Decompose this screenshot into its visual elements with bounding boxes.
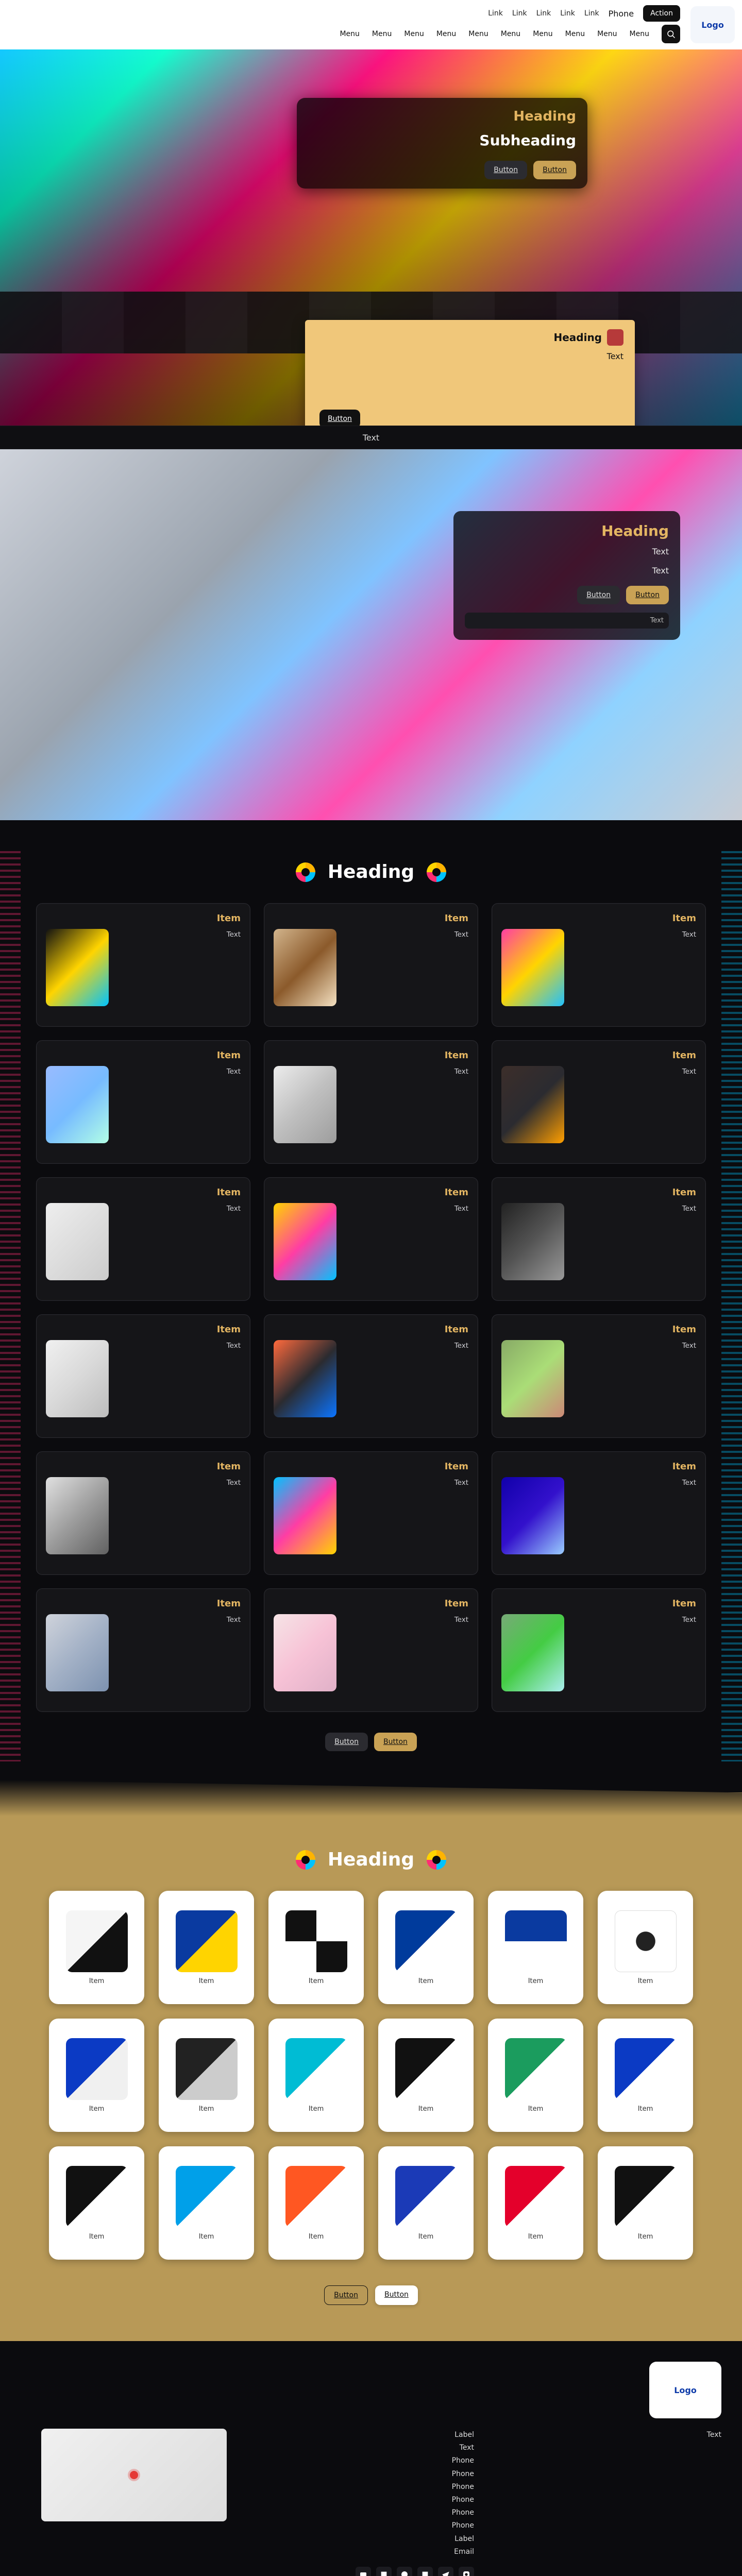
nav-item-5[interactable]: Menu [500,30,521,38]
nav-item-2[interactable]: Menu [597,30,617,38]
hero-title-box [297,98,587,189]
product-title[interactable]: Item [216,1598,241,1609]
client-card[interactable] [159,1891,254,2004]
client-name: Item [418,2105,434,2113]
gift-icon [607,329,623,346]
product-body [274,1340,468,1417]
phone-4[interactable]: Phone [451,2495,474,2504]
email[interactable]: Email [454,2547,474,2556]
product-title[interactable]: Item [672,1187,696,1198]
client-name: Item [528,1977,544,1985]
client-card[interactable] [378,1891,474,2004]
client-name: Item [637,2232,653,2241]
social-links [258,2567,474,2576]
stone-paper-section [0,449,742,820]
tagline-band: Text [0,426,742,449]
product-body [46,1203,241,1280]
footer-top [21,2362,721,2418]
linkedin-icon[interactable] [376,2567,392,2576]
product-desc: Text [682,1205,696,1213]
product-body [46,929,241,1006]
client-name: Item [528,2105,544,2113]
client-card[interactable] [488,1891,583,2004]
client-card[interactable] [488,2146,583,2260]
clients-primary-button[interactable]: Button [375,2285,418,2305]
client-name: Item [198,2232,214,2241]
product-desc: Text [682,930,696,939]
top-link-4[interactable]: Link [512,9,527,18]
product-title[interactable]: Item [444,1598,468,1609]
client-logo [285,2038,347,2100]
topbar [7,5,680,22]
clients-secondary-button[interactable]: Button [324,2285,368,2305]
promo-header [316,329,623,346]
product-image [501,1477,564,1554]
telegram-icon[interactable] [438,2567,453,2576]
nav-item-1[interactable]: Menu [629,30,649,38]
product-desc: Text [454,1205,468,1213]
youtube-icon[interactable] [356,2567,371,2576]
product-body [274,1203,468,1280]
product-body [46,1340,241,1417]
product-image [501,1066,564,1143]
product-desc: Text [226,1205,241,1213]
product-desc: Text [226,1479,241,1487]
hero-title: Heading [513,109,576,124]
product-desc: Text [454,930,468,939]
product-title[interactable]: Item [216,1461,241,1472]
client-name: Item [637,2105,653,2113]
product-desc: Text [682,1616,696,1624]
product-title[interactable]: Item [216,913,241,924]
product-body [501,929,696,1006]
footer-logo[interactable]: Logo [649,2362,721,2418]
promo-title: Heading [553,331,602,344]
footer-columns [21,2429,721,2576]
products-section [0,820,742,1792]
top-link-5[interactable]: Link [488,9,503,18]
client-card[interactable] [598,2019,693,2132]
site-logo[interactable]: Logo [690,6,735,43]
clients-title: Heading [327,1849,415,1870]
product-body [501,1477,696,1554]
product-title[interactable]: Item [672,1324,696,1335]
clients-cta-row [0,2285,742,2305]
hero-buttons [308,161,576,179]
product-desc: Text [226,1342,241,1350]
promo-description: Text [606,351,623,361]
client-logo [505,1910,567,1972]
client-card[interactable] [159,2146,254,2260]
phone-2[interactable]: Phone [451,2469,474,2478]
product-body [501,1066,696,1143]
product-desc: Text [454,1616,468,1624]
stone-title: Heading [601,522,669,539]
footer-about: Text [706,2431,721,2439]
email-title: Label [454,2534,474,2543]
target-icon [427,862,446,882]
nav-item-3[interactable]: Menu [565,30,585,38]
search-button[interactable] [662,25,680,43]
product-card[interactable] [264,1451,478,1575]
clients-header [0,1849,742,1870]
top-phone[interactable]: Phone [608,8,634,19]
whatsapp-icon[interactable] [397,2567,412,2576]
client-card[interactable] [159,2019,254,2132]
client-logo [615,2038,677,2100]
product-title[interactable]: Item [216,1050,241,1061]
phone-1[interactable]: Phone [451,2456,474,2465]
map-widget[interactable] [41,2429,227,2521]
stone-buttons [465,586,669,604]
clients-logo-grid [49,1891,693,2260]
client-logo [285,2166,347,2228]
product-card[interactable] [264,903,478,1027]
product-card[interactable] [36,1451,250,1575]
product-image [46,1340,109,1417]
stone-panel [453,511,680,640]
client-name: Item [418,2232,434,2241]
client-logo [395,1910,457,1972]
product-image [274,1340,336,1417]
target-icon [296,862,315,882]
client-logo [395,2166,457,2228]
client-card[interactable] [268,2019,364,2132]
phone-6[interactable]: Phone [451,2521,474,2530]
client-logo [395,2038,457,2100]
product-title[interactable]: Item [672,1598,696,1609]
client-name: Item [89,2232,105,2241]
top-link-3[interactable]: Link [536,9,551,18]
product-image [274,1203,336,1280]
top-cta-button[interactable]: Action [643,5,680,22]
client-logo [66,1910,128,1972]
product-image [46,1066,109,1143]
stone-desc-2: Text [652,566,669,576]
client-name: Item [418,1977,434,1985]
product-card[interactable] [36,1588,250,1712]
stone-secondary-button[interactable]: Button [577,586,620,604]
products-primary-button[interactable]: Button [374,1733,417,1751]
instagram-icon[interactable] [459,2567,474,2576]
nav-item-8[interactable]: Menu [404,30,424,38]
client-card[interactable] [378,2146,474,2260]
address: Text [459,2444,474,2452]
product-card[interactable] [264,1177,478,1301]
top-link-2[interactable]: Link [560,9,575,18]
products-header [0,861,742,883]
address-title: Label [454,2431,474,2439]
product-title[interactable]: Item [444,913,468,924]
product-image [274,1066,336,1143]
product-desc: Text [226,1067,241,1076]
product-desc: Text [454,1067,468,1076]
client-logo [66,2038,128,2100]
nav-item-7[interactable]: Menu [436,30,457,38]
client-name: Item [308,1977,324,1985]
client-name: Item [308,2105,324,2113]
site-header [0,0,742,49]
product-body [274,929,468,1006]
client-card[interactable] [268,1891,364,2004]
client-card[interactable] [49,2019,144,2132]
product-body [501,1203,696,1280]
product-card[interactable] [492,1451,706,1575]
products-cta-row [0,1733,742,1751]
product-card[interactable] [264,1314,478,1438]
nav-item-6[interactable]: Menu [468,30,488,38]
client-logo [505,2038,567,2100]
phone-5[interactable]: Phone [451,2509,474,2517]
client-name: Item [198,2105,214,2113]
product-card[interactable] [36,1177,250,1301]
clients-section [0,1792,742,2341]
product-image [46,1477,109,1554]
client-logo [66,2166,128,2228]
stone-desc-1: Text [652,547,669,556]
left-decoration [0,851,21,1761]
product-body [46,1066,241,1143]
product-body [501,1614,696,1691]
product-card[interactable] [36,903,250,1027]
top-link-1[interactable]: Link [584,9,599,18]
target-icon [296,1850,315,1870]
client-name: Item [308,2232,324,2241]
nav-item-4[interactable]: Menu [533,30,553,38]
product-image [501,929,564,1006]
product-title[interactable]: Item [444,1324,468,1335]
target-icon [427,1850,446,1870]
client-logo [176,2166,238,2228]
client-logo [615,1910,677,1972]
product-image [274,1477,336,1554]
footer-contact [258,2429,474,2576]
product-desc: Text [226,1616,241,1624]
map-pin-icon [130,2471,138,2479]
client-logo [176,1910,238,1972]
products-title: Heading [327,861,415,883]
product-image [46,929,109,1006]
client-card[interactable] [598,2146,693,2260]
client-card[interactable] [49,2146,144,2260]
client-card[interactable] [49,1891,144,2004]
product-body [501,1340,696,1417]
stone-primary-button[interactable]: Button [626,586,669,604]
product-body [46,1477,241,1554]
product-body [46,1614,241,1691]
product-desc: Text [682,1479,696,1487]
product-card[interactable] [36,1040,250,1164]
client-name: Item [198,1977,214,1985]
search-icon [666,29,676,39]
product-grid [36,903,706,1712]
product-title[interactable]: Item [216,1187,241,1198]
hero-subtitle: Subheading [479,132,576,149]
client-name: Item [89,1977,105,1985]
client-card[interactable] [378,2019,474,2132]
product-title[interactable]: Item [444,1187,468,1198]
nav-item-9[interactable]: Menu [372,30,392,38]
product-desc: Text [454,1342,468,1350]
client-card[interactable] [488,2019,583,2132]
client-logo [176,2038,238,2100]
product-title[interactable]: Item [216,1324,241,1335]
product-desc: Text [226,930,241,939]
product-title[interactable]: Item [672,1461,696,1472]
promo-cta-button[interactable]: Button [319,410,360,426]
right-decoration [721,851,742,1761]
product-title[interactable]: Item [444,1461,468,1472]
product-card[interactable] [492,1040,706,1164]
products-secondary-button[interactable]: Button [325,1733,368,1751]
hero-primary-button[interactable]: Button [533,161,576,179]
product-card[interactable] [264,1040,478,1164]
product-desc: Text [682,1067,696,1076]
product-body [274,1477,468,1554]
product-desc: Text [454,1479,468,1487]
phone-3[interactable]: Phone [451,2482,474,2491]
client-card[interactable] [598,1891,693,2004]
product-body [274,1614,468,1691]
product-image [274,1614,336,1691]
client-name: Item [528,2232,544,2241]
site-footer [0,2341,742,2576]
product-card[interactable] [492,1588,706,1712]
client-logo [615,2166,677,2228]
product-image [274,929,336,1006]
client-logo [505,2166,567,2228]
hero-secondary-button[interactable]: Button [484,161,527,179]
client-logo [285,1910,347,1972]
main-nav [7,25,680,43]
product-image [501,1203,564,1280]
product-title[interactable]: Item [672,913,696,924]
hero-section [0,49,742,426]
client-name: Item [637,1977,653,1985]
product-card[interactable] [264,1588,478,1712]
product-body [274,1066,468,1143]
product-desc: Text [682,1342,696,1350]
product-image [46,1614,109,1691]
product-card[interactable] [492,903,706,1027]
promo-card [305,320,635,426]
client-name: Item [89,2105,105,2113]
product-title[interactable]: Item [672,1050,696,1061]
product-title[interactable]: Item [444,1050,468,1061]
client-card[interactable] [268,2146,364,2260]
product-card[interactable] [492,1314,706,1438]
product-card[interactable] [36,1314,250,1438]
product-image [46,1203,109,1280]
twitter-icon[interactable] [417,2567,433,2576]
product-card[interactable] [492,1177,706,1301]
product-image [501,1614,564,1691]
nav-item-10[interactable]: Menu [340,30,360,38]
stone-foot-note: Text [465,613,669,629]
product-image [501,1340,564,1417]
